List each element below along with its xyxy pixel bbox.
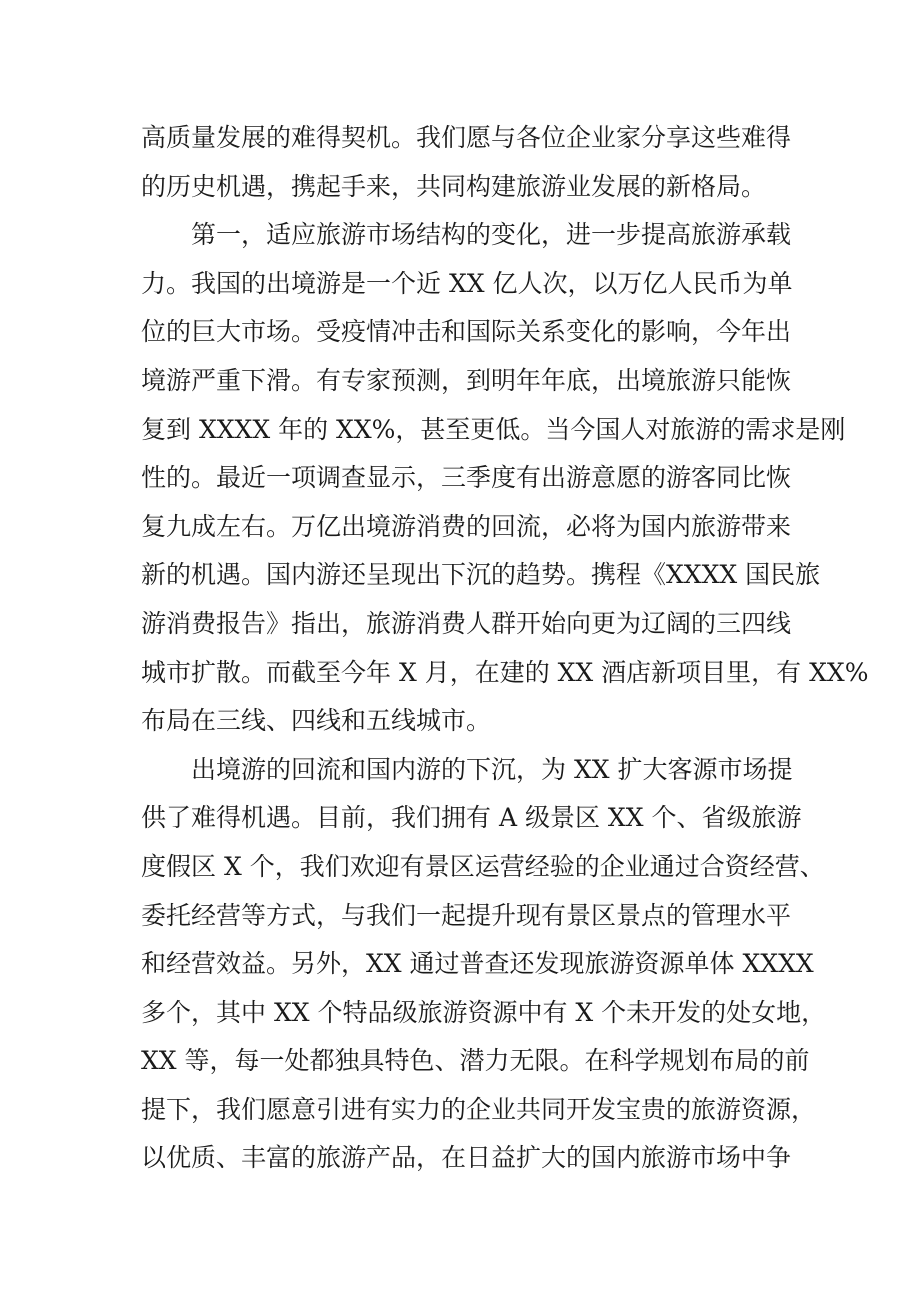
text-line: 游消费报告》指出，旅游消费人群开始向更为辽阔的三四线 — [141, 608, 792, 638]
text-line: 以优质、丰富的旅游产品，在日益扩大的国内旅游市场中争 — [141, 1143, 792, 1173]
text-line: XX 等，每一处都独具特色、潜力无限。在科学规划布局的前 — [141, 1046, 810, 1076]
text-line: 复到 XXXX 年的 XX%，甚至更低。当今国人对旅游的需求是刚 — [141, 414, 846, 444]
text-line: 复九成左右。万亿出境游消费的回流，必将为国内旅游带来 — [141, 511, 792, 541]
text-line: 位的巨大市场。受疫情冲击和国际关系变化的影响，今年出 — [141, 317, 792, 347]
text-line: 性的。最近一项调查显示，三季度有出游意愿的游客同比恢 — [141, 463, 792, 493]
text-line: 新的机遇。国内游还呈现出下沉的趋势。携程《XXXX 国民旅 — [141, 560, 821, 590]
paragraph-first-line: 出境游的回流和国内游的下沉，为 XX 扩大客源市场提 — [191, 754, 793, 784]
text-line: 提下，我们愿意引进有实力的企业共同开发宝贵的旅游资源， — [141, 1094, 817, 1124]
text-line: 高质量发展的难得契机。我们愿与各位企业家分享这些难得 — [141, 123, 792, 152]
text-line: 供了难得机遇。目前，我们拥有 A 级景区 XX 个、省级旅游 — [141, 803, 802, 833]
text-line: 境游严重下滑。有专家预测，到明年年底，出境旅游只能恢 — [141, 365, 792, 395]
text-line: 布局在三线、四线和五线城市。 — [141, 706, 492, 736]
text-line: 和经营效益。另外，XX 通过普查还发现旅游资源单体 XXXX — [141, 949, 814, 979]
paragraph-first-line: 第一，适应旅游市场结构的变化，进一步提高旅游承载 — [191, 220, 792, 250]
text-line: 城市扩散。而截至今年 X 月，在建的 XX 酒店新项目里，有 XX% — [141, 657, 869, 687]
body-text — [141, 114, 869, 1183]
text-line: 力。我国的出境游是一个近 XX 亿人次，以万亿人民币为单 — [141, 268, 793, 298]
text-line: 的历史机遇，携起手来，共同构建旅游业发展的新格局。 — [141, 171, 767, 201]
text-line: 度假区 X 个，我们欢迎有景区运营经验的企业通过合资经营、 — [141, 851, 825, 881]
text-line: 委托经营等方式，与我们一起提升现有景区景点的管理水平 — [141, 900, 792, 930]
text-line: 多个，其中 XX 个特品级旅游资源中有 X 个未开发的处女地， — [141, 997, 827, 1027]
